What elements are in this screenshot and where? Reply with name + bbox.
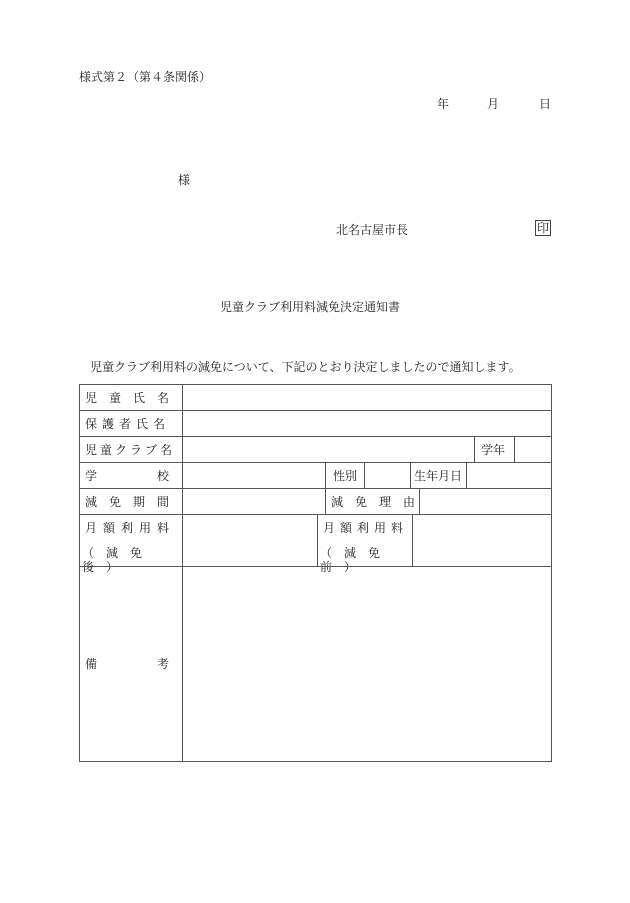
date-month-label: 月 xyxy=(487,97,500,111)
remarks-field[interactable] xyxy=(182,566,551,761)
addressee-honorific: 様 xyxy=(178,173,191,187)
birthdate-label-cell xyxy=(410,462,466,488)
club-name-label: 児童クラブ名 xyxy=(85,443,176,457)
fee-after-label-cell xyxy=(79,514,182,574)
fee-before-sublabel: （ 減 免 前 ） xyxy=(320,546,393,574)
school-label: 学 校 xyxy=(85,469,170,483)
child-name-field[interactable] xyxy=(182,384,551,410)
guardian-name-field[interactable] xyxy=(182,410,551,436)
fee-before-label-cell xyxy=(317,514,412,574)
school-label-cell xyxy=(79,462,182,488)
club-name-field[interactable] xyxy=(182,436,474,462)
reason-field[interactable] xyxy=(419,488,551,514)
birthdate-label: 生年月日 xyxy=(414,469,463,483)
seal-mark: 印 xyxy=(537,221,550,235)
form-number: 様式第２（第４条関係） xyxy=(79,70,212,84)
gender-field[interactable] xyxy=(364,462,410,488)
document-title: 児童クラブ利用料減免決定通知書 xyxy=(220,300,401,314)
guardian-name-label-cell xyxy=(79,410,182,436)
grade-field[interactable] xyxy=(514,436,551,462)
club-name-label-cell xyxy=(79,436,182,462)
body-text: 児童クラブ利用料の減免について、下記のとおり決定しましたので通知します。 xyxy=(90,360,521,374)
birthdate-field[interactable] xyxy=(466,462,551,488)
date-year-label: 年 xyxy=(437,97,450,111)
guardian-name-label: 保護者氏名 xyxy=(85,417,171,431)
fee-after-field[interactable] xyxy=(182,514,317,566)
notice-table xyxy=(79,384,552,762)
fee-before-field[interactable] xyxy=(412,514,551,566)
gender-label-cell xyxy=(325,462,364,488)
remarks-label-cell xyxy=(79,566,182,761)
date-day-label: 日 xyxy=(539,97,552,111)
child-name-label-cell xyxy=(79,384,182,410)
fee-after-label: 月額利用料 xyxy=(85,521,176,535)
gender-label: 性別 xyxy=(333,469,358,483)
child-name-label: 児 童 氏 名 xyxy=(85,391,170,405)
period-label-cell xyxy=(79,488,182,514)
fee-after-sublabel: （ 減 免 後 ） xyxy=(82,546,155,574)
grade-label: 学年 xyxy=(481,443,506,457)
period-field[interactable] xyxy=(182,488,325,514)
fee-before-label: 月額利用料 xyxy=(323,521,409,535)
reason-label: 減 免 理 由 xyxy=(331,495,416,509)
reason-label-cell xyxy=(325,488,419,514)
issuer-name: 北名古屋市長 xyxy=(336,223,409,237)
school-field[interactable] xyxy=(182,462,325,488)
remarks-label: 備 考 xyxy=(85,657,170,671)
grade-label-cell xyxy=(474,436,514,462)
period-label: 減 免 期 間 xyxy=(85,495,170,509)
